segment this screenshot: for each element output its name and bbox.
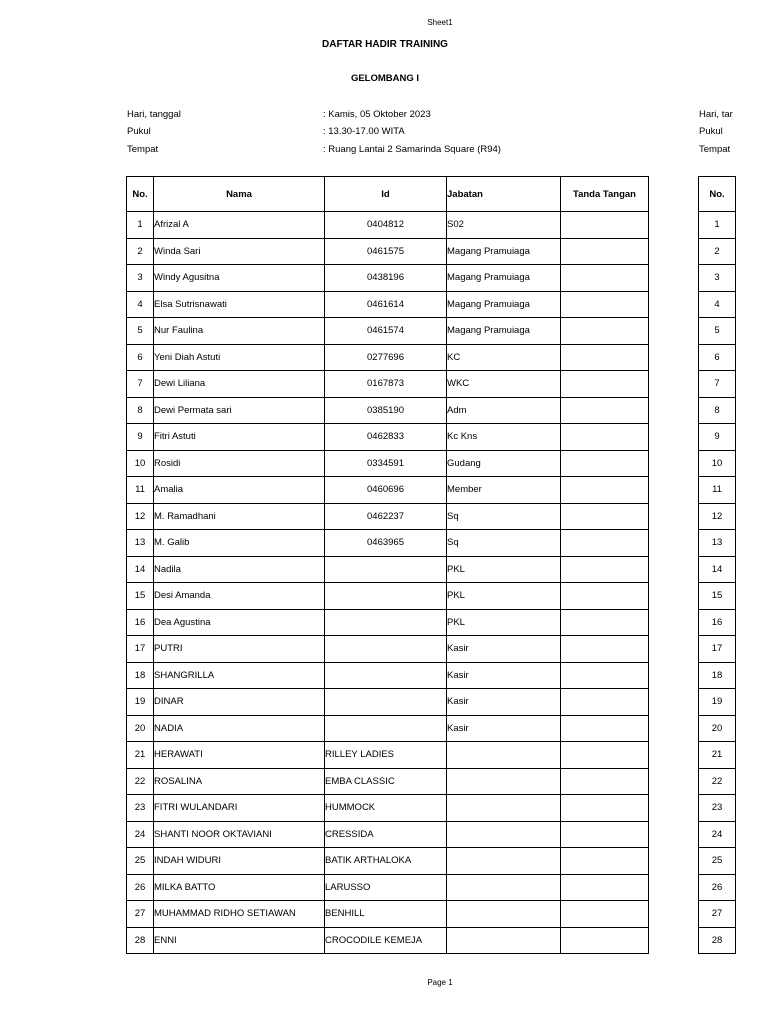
table-row-right (699, 397, 736, 424)
table-row-right (699, 715, 736, 742)
cell-no-right: 11 (699, 477, 736, 504)
table-row (127, 450, 649, 477)
table-row (127, 848, 649, 875)
cell-no: 7 (127, 371, 154, 398)
page-footer: Page 1 (427, 978, 453, 987)
sheet-name: Sheet1 (427, 18, 453, 27)
cell-nama: NADIA (154, 715, 325, 742)
cell-tanda-tangan (561, 874, 649, 901)
cell-tanda-tangan (561, 212, 649, 239)
cell-nama: HERAWATI (154, 742, 325, 769)
cell-nama: Nadila (154, 556, 325, 583)
cell-id: 0167873 (325, 371, 447, 398)
cell-no-right: 15 (699, 583, 736, 610)
cell-tanda-tangan (561, 927, 649, 954)
cell-no-right: 7 (699, 371, 736, 398)
cell-nama: FITRI WULANDARI (154, 795, 325, 822)
cell-no-right: 27 (699, 901, 736, 928)
table-row-right (699, 821, 736, 848)
table-row (127, 424, 649, 451)
cell-no: 15 (127, 583, 154, 610)
cell-jabatan (447, 874, 561, 901)
info-label-date-right: Hari, tar (699, 109, 733, 120)
attendance-table-right-body (699, 212, 736, 954)
cell-tanda-tangan (561, 238, 649, 265)
cell-nama: Windy Agusitna (154, 265, 325, 292)
cell-id: CRESSIDA (325, 821, 447, 848)
table-row-right (699, 477, 736, 504)
cell-jabatan: Sq (447, 503, 561, 530)
cell-jabatan: PKL (447, 609, 561, 636)
cell-jabatan: WKC (447, 371, 561, 398)
cell-nama: MILKA BATTO (154, 874, 325, 901)
table-row-right (699, 636, 736, 663)
cell-id: 0462833 (325, 424, 447, 451)
cell-no-right: 24 (699, 821, 736, 848)
cell-id: 0462237 (325, 503, 447, 530)
cell-jabatan (447, 795, 561, 822)
cell-nama: Nur Faulina (154, 318, 325, 345)
info-label-place-right: Tempat (699, 144, 731, 155)
cell-id: 0277696 (325, 344, 447, 371)
cell-tanda-tangan (561, 636, 649, 663)
cell-id: 0461574 (325, 318, 447, 345)
cell-nama: Winda Sari (154, 238, 325, 265)
table-row-right (699, 265, 736, 292)
cell-jabatan: Magang Pramuiaga (447, 265, 561, 292)
table-row-right (699, 662, 736, 689)
cell-id (325, 662, 447, 689)
cell-tanda-tangan (561, 530, 649, 557)
table-row (127, 212, 649, 239)
cell-no-right: 5 (699, 318, 736, 345)
cell-jabatan (447, 927, 561, 954)
cell-id: 0438196 (325, 265, 447, 292)
cell-nama: SHANGRILLA (154, 662, 325, 689)
cell-no-right: 17 (699, 636, 736, 663)
table-row (127, 397, 649, 424)
table-row (127, 927, 649, 954)
cell-no: 21 (127, 742, 154, 769)
table-row-right (699, 901, 736, 928)
cell-nama: ROSALINA (154, 768, 325, 795)
cell-id: 0460696 (325, 477, 447, 504)
table-row-right (699, 609, 736, 636)
cell-id: BATIK ARTHALOKA (325, 848, 447, 875)
table-row-right (699, 742, 736, 769)
cell-tanda-tangan (561, 291, 649, 318)
cell-no: 26 (127, 874, 154, 901)
cell-no: 3 (127, 265, 154, 292)
cell-nama: MUHAMMAD RIDHO SETIAWAN (154, 901, 325, 928)
table-header-row (127, 177, 649, 212)
cell-tanda-tangan (561, 424, 649, 451)
cell-jabatan (447, 821, 561, 848)
cell-id: LARUSSO (325, 874, 447, 901)
cell-id (325, 689, 447, 716)
cell-jabatan: Gudang (447, 450, 561, 477)
cell-no: 20 (127, 715, 154, 742)
cell-no-right: 14 (699, 556, 736, 583)
attendance-table (126, 176, 649, 954)
table-row (127, 821, 649, 848)
cell-nama: Yeni Diah Astuti (154, 344, 325, 371)
cell-id: 0334591 (325, 450, 447, 477)
cell-no: 9 (127, 424, 154, 451)
table-row-right (699, 450, 736, 477)
table-row (127, 662, 649, 689)
table-row-right (699, 689, 736, 716)
table-row-right (699, 212, 736, 239)
table-row-right (699, 583, 736, 610)
cell-no: 23 (127, 795, 154, 822)
table-row-right (699, 344, 736, 371)
table-row-right (699, 768, 736, 795)
cell-id: HUMMOCK (325, 795, 447, 822)
table-row-right (699, 238, 736, 265)
cell-no: 17 (127, 636, 154, 663)
cell-no-right: 21 (699, 742, 736, 769)
cell-no: 2 (127, 238, 154, 265)
cell-no: 24 (127, 821, 154, 848)
cell-no: 10 (127, 450, 154, 477)
cell-no: 8 (127, 397, 154, 424)
cell-jabatan: Sq (447, 530, 561, 557)
cell-nama: Dea Agustina (154, 609, 325, 636)
header-nama: Nama (154, 177, 325, 212)
cell-id (325, 609, 447, 636)
page-title: DAFTAR HADIR TRAINING (322, 39, 448, 50)
info-label-date: Hari, tanggal (127, 109, 181, 120)
info-label-time: Pukul (127, 126, 151, 137)
cell-nama: DINAR (154, 689, 325, 716)
cell-no-right: 28 (699, 927, 736, 954)
cell-no: 16 (127, 609, 154, 636)
info-label-time-right: Pukul (699, 126, 723, 137)
table-row (127, 901, 649, 928)
cell-no-right: 10 (699, 450, 736, 477)
cell-no-right: 26 (699, 874, 736, 901)
table-row (127, 530, 649, 557)
cell-jabatan: Member (447, 477, 561, 504)
table-row-right (699, 848, 736, 875)
cell-tanda-tangan (561, 821, 649, 848)
cell-nama: Rosidi (154, 450, 325, 477)
table-row (127, 795, 649, 822)
cell-no-right: 8 (699, 397, 736, 424)
table-row-right (699, 530, 736, 557)
cell-nama: PUTRI (154, 636, 325, 663)
table-row (127, 689, 649, 716)
cell-no: 22 (127, 768, 154, 795)
cell-id: EMBA CLASSIC (325, 768, 447, 795)
table-row-right (699, 927, 736, 954)
cell-jabatan: Magang Pramuiaga (447, 238, 561, 265)
table-row-right (699, 371, 736, 398)
cell-jabatan (447, 742, 561, 769)
cell-no-right: 1 (699, 212, 736, 239)
cell-nama: Amalia (154, 477, 325, 504)
cell-no: 18 (127, 662, 154, 689)
cell-jabatan: Magang Pramuiaga (447, 291, 561, 318)
table-row-right (699, 318, 736, 345)
cell-no-right: 13 (699, 530, 736, 557)
cell-nama: SHANTI NOOR OKTAVIANI (154, 821, 325, 848)
cell-jabatan (447, 848, 561, 875)
info-value-place: : Ruang Lantai 2 Samarinda Square (R94) (323, 144, 501, 155)
table-row (127, 556, 649, 583)
cell-no-right: 4 (699, 291, 736, 318)
table-row (127, 583, 649, 610)
table-row (127, 742, 649, 769)
header-jabatan: Jabatan (447, 177, 561, 212)
cell-id: 0461575 (325, 238, 447, 265)
cell-nama: Dewi Permata sari (154, 397, 325, 424)
cell-tanda-tangan (561, 371, 649, 398)
table-row (127, 874, 649, 901)
cell-no-right: 18 (699, 662, 736, 689)
cell-no-right: 19 (699, 689, 736, 716)
cell-jabatan (447, 768, 561, 795)
cell-tanda-tangan (561, 609, 649, 636)
cell-tanda-tangan (561, 583, 649, 610)
cell-no: 27 (127, 901, 154, 928)
cell-no-right: 23 (699, 795, 736, 822)
cell-no-right: 25 (699, 848, 736, 875)
cell-jabatan: Adm (447, 397, 561, 424)
table-row (127, 636, 649, 663)
cell-no: 12 (127, 503, 154, 530)
cell-id: CROCODILE KEMEJA (325, 927, 447, 954)
table-row-right (699, 424, 736, 451)
info-label-place: Tempat (127, 144, 159, 155)
table-row (127, 344, 649, 371)
attendance-table-right (698, 176, 736, 954)
cell-jabatan: PKL (447, 556, 561, 583)
cell-no: 11 (127, 477, 154, 504)
cell-id: RILLEY LADIES (325, 742, 447, 769)
cell-jabatan: Kasir (447, 662, 561, 689)
cell-no-right: 6 (699, 344, 736, 371)
cell-nama: Afrizal A (154, 212, 325, 239)
cell-id (325, 583, 447, 610)
cell-no: 19 (127, 689, 154, 716)
table-row (127, 715, 649, 742)
cell-jabatan (447, 901, 561, 928)
cell-nama: Fitri Astuti (154, 424, 325, 451)
cell-tanda-tangan (561, 503, 649, 530)
cell-jabatan: KC (447, 344, 561, 371)
table-row (127, 503, 649, 530)
cell-id: 0463965 (325, 530, 447, 557)
cell-nama: ENNI (154, 927, 325, 954)
cell-tanda-tangan (561, 742, 649, 769)
cell-no: 4 (127, 291, 154, 318)
cell-no-right: 2 (699, 238, 736, 265)
header-no: No. (127, 177, 154, 212)
info-value-time: : 13.30-17.00 WITA (323, 126, 405, 137)
cell-id: 0385190 (325, 397, 447, 424)
cell-id: 0404812 (325, 212, 447, 239)
table-row-right (699, 291, 736, 318)
cell-tanda-tangan (561, 477, 649, 504)
cell-no: 5 (127, 318, 154, 345)
cell-tanda-tangan (561, 265, 649, 292)
cell-no: 28 (127, 927, 154, 954)
cell-no: 6 (127, 344, 154, 371)
table-row (127, 371, 649, 398)
cell-tanda-tangan (561, 397, 649, 424)
cell-id: BENHILL (325, 901, 447, 928)
cell-jabatan: S02 (447, 212, 561, 239)
header-tanda-tangan: Tanda Tangan (561, 177, 649, 212)
cell-no-right: 9 (699, 424, 736, 451)
cell-jabatan: Magang Pramuiaga (447, 318, 561, 345)
table-row (127, 318, 649, 345)
cell-tanda-tangan (561, 795, 649, 822)
cell-nama: INDAH WIDURI (154, 848, 325, 875)
cell-no-right: 12 (699, 503, 736, 530)
cell-jabatan: Kasir (447, 636, 561, 663)
table-row (127, 265, 649, 292)
table-row (127, 768, 649, 795)
table-header-row-right (699, 177, 736, 212)
attendance-table-body (127, 212, 649, 954)
cell-jabatan: Kasir (447, 715, 561, 742)
cell-no-right: 22 (699, 768, 736, 795)
cell-tanda-tangan (561, 556, 649, 583)
cell-nama: M. Ramadhani (154, 503, 325, 530)
table-row-right (699, 795, 736, 822)
cell-id (325, 636, 447, 663)
cell-tanda-tangan (561, 689, 649, 716)
cell-nama: M. Galib (154, 530, 325, 557)
table-row (127, 238, 649, 265)
header-id: Id (325, 177, 447, 212)
cell-nama: Desi Amanda (154, 583, 325, 610)
cell-tanda-tangan (561, 344, 649, 371)
cell-no-right: 16 (699, 609, 736, 636)
cell-nama: Dewi Liliana (154, 371, 325, 398)
cell-jabatan: Kc Kns (447, 424, 561, 451)
cell-id (325, 556, 447, 583)
cell-tanda-tangan (561, 450, 649, 477)
cell-tanda-tangan (561, 662, 649, 689)
table-row-right (699, 503, 736, 530)
cell-no: 1 (127, 212, 154, 239)
table-row-right (699, 874, 736, 901)
table-row-right (699, 556, 736, 583)
cell-nama: Elsa Sutrisnawati (154, 291, 325, 318)
cell-no-right: 20 (699, 715, 736, 742)
info-value-date: : Kamis, 05 Oktober 2023 (323, 109, 431, 120)
cell-no: 13 (127, 530, 154, 557)
table-row (127, 291, 649, 318)
cell-tanda-tangan (561, 848, 649, 875)
cell-tanda-tangan (561, 768, 649, 795)
page-subtitle: GELOMBANG I (350, 73, 420, 84)
cell-tanda-tangan (561, 901, 649, 928)
cell-jabatan: Kasir (447, 689, 561, 716)
table-row (127, 477, 649, 504)
table-row (127, 609, 649, 636)
cell-tanda-tangan (561, 318, 649, 345)
cell-no: 25 (127, 848, 154, 875)
header-no-right: No. (699, 177, 736, 212)
cell-tanda-tangan (561, 715, 649, 742)
cell-jabatan: PKL (447, 583, 561, 610)
cell-id (325, 715, 447, 742)
cell-id: 0461614 (325, 291, 447, 318)
cell-no-right: 3 (699, 265, 736, 292)
cell-no: 14 (127, 556, 154, 583)
